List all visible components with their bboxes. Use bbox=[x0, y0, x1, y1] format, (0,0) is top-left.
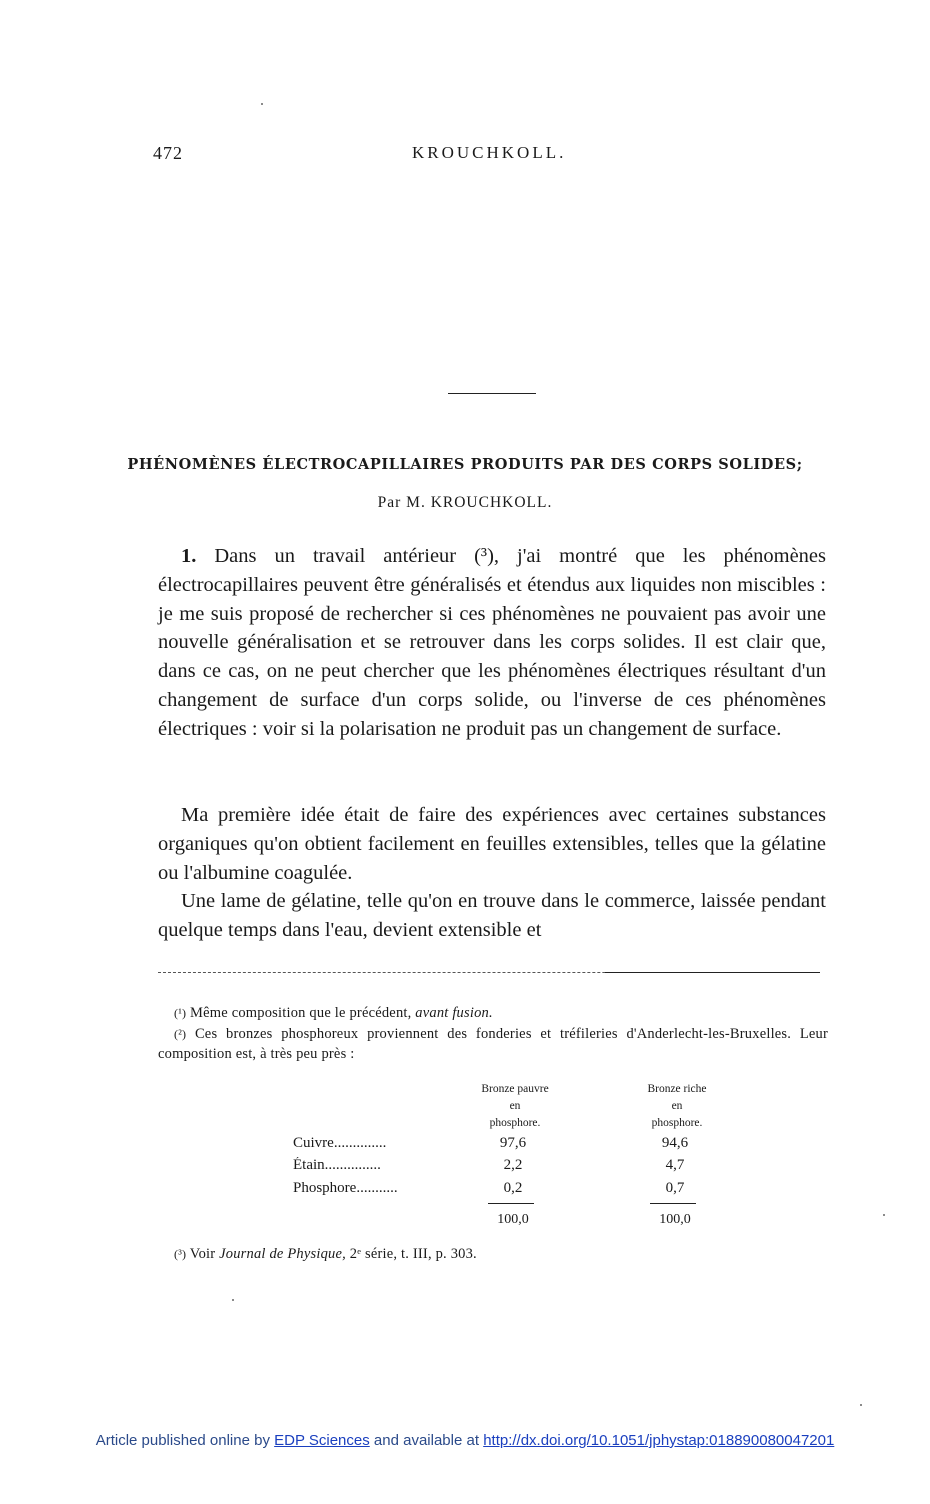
footnote-3-journal: Journal de Physique, bbox=[219, 1246, 346, 1262]
column-header-line: en bbox=[509, 1100, 521, 1112]
column-header-line: en bbox=[671, 1100, 683, 1112]
paragraph-2: Ma première idée était de faire des expériences avec certaines substances organiques qu'on obtient facilement en feuilles extensibles, telles que la gélatine ou l'albumine coagulée. bbox=[158, 804, 826, 884]
table-row bbox=[293, 1180, 713, 1202]
footnote-separator-solid bbox=[605, 972, 820, 973]
publisher-middle: and available at bbox=[373, 1432, 480, 1449]
scan-speck bbox=[232, 1299, 234, 1301]
column-header-line: phosphore. bbox=[651, 1117, 703, 1129]
column-header-line: phosphore. bbox=[489, 1117, 541, 1129]
running-head: KROUCHKOLL. bbox=[412, 143, 567, 162]
paragraph-3: Une lame de gélatine, telle qu'on en trouve dans le commerce, laissée pendant quelque temps dans l'eau, devient extensible et bbox=[158, 890, 826, 941]
article-title: PHÉNOMÈNES ÉLECTROCAPILLAIRES PRODUITS PAR DES CORPS SOLIDES; bbox=[127, 456, 803, 473]
row-label: Cuivre.............. bbox=[293, 1135, 387, 1151]
footnote-3-text-before: Voir bbox=[189, 1246, 216, 1262]
scan-speck bbox=[860, 1404, 862, 1406]
table-row bbox=[293, 1135, 713, 1157]
footnote-marker: (³) bbox=[174, 1247, 187, 1261]
sum-rule-rich bbox=[650, 1203, 696, 1204]
row-value-rich: 4,7 bbox=[665, 1157, 685, 1173]
column-header-line: Bronze pauvre bbox=[481, 1083, 549, 1095]
row-label: Phosphore........... bbox=[293, 1180, 398, 1196]
column-header-line: Bronze riche bbox=[647, 1083, 707, 1095]
footnote-2-text: Ces bronzes phosphoreux proviennent des fonderies et tréfileries d'Anderlecht-les-Bruxelles. Leur composition est, à très peu près : bbox=[158, 1026, 829, 1062]
paragraph-1-text: Dans un travail antérieur (³), j'ai montré que les phénomènes électrocapillaires peuvent être généralisés et étendus aux liquides non miscibles : je me suis proposé de rechercher si ces phénomènes ne pouvaient pas avoir une nouvelle généralisation et se retrouver dans les corps solides. Il est clair que, dans ce cas, on ne peut chercher que les phénomènes électriques résultant d'un changement de surface d'un corps solide, ou l'inverse de ces phénomènes électriques : voir si la polarisation ne produit pas un changement de surface. bbox=[158, 545, 826, 740]
footnote-marker: (²) bbox=[174, 1027, 187, 1041]
edp-sciences-link[interactable]: EDP Sciences bbox=[274, 1432, 370, 1449]
table-row bbox=[293, 1157, 713, 1179]
footnote-2 bbox=[158, 1024, 828, 1064]
table-column-header-poor bbox=[460, 1081, 570, 1132]
paragraph-number: 1. bbox=[181, 545, 197, 567]
footnote-1-text: Même composition que le précédent, bbox=[190, 1005, 412, 1021]
table-column-header-rich bbox=[622, 1081, 732, 1132]
publisher-prefix: Article published online by bbox=[95, 1432, 270, 1449]
row-value-poor: 2,2 bbox=[503, 1157, 523, 1173]
row-label: Étain............... bbox=[293, 1157, 381, 1173]
total-rich: 100,0 bbox=[659, 1212, 691, 1227]
scan-speck bbox=[261, 103, 263, 105]
row-value-rich: 94,6 bbox=[661, 1135, 689, 1151]
title-rule bbox=[448, 393, 536, 394]
footnote-1-italic: avant fusion. bbox=[415, 1005, 493, 1021]
row-value-poor: 97,6 bbox=[499, 1135, 527, 1151]
publisher-footer bbox=[0, 1432, 930, 1449]
page-number: 472 bbox=[153, 143, 183, 163]
sum-rule-poor bbox=[488, 1203, 534, 1204]
doi-link[interactable]: http://dx.doi.org/10.1051/jphystap:018890080047201 bbox=[483, 1432, 835, 1449]
article-byline: Par M. KROUCHKOLL. bbox=[377, 494, 553, 511]
row-value-poor: 0,2 bbox=[503, 1180, 523, 1196]
footnote-1 bbox=[174, 1003, 834, 1023]
row-value-rich: 0,7 bbox=[665, 1180, 685, 1196]
scan-speck bbox=[883, 1214, 885, 1216]
footnote-3-text-after: 2ᵉ série, t. III, p. 303. bbox=[349, 1246, 477, 1262]
footnote-marker: (¹) bbox=[174, 1006, 187, 1020]
paragraph-1 bbox=[158, 542, 826, 744]
total-poor: 100,0 bbox=[497, 1212, 529, 1227]
footnote-3 bbox=[174, 1244, 834, 1264]
